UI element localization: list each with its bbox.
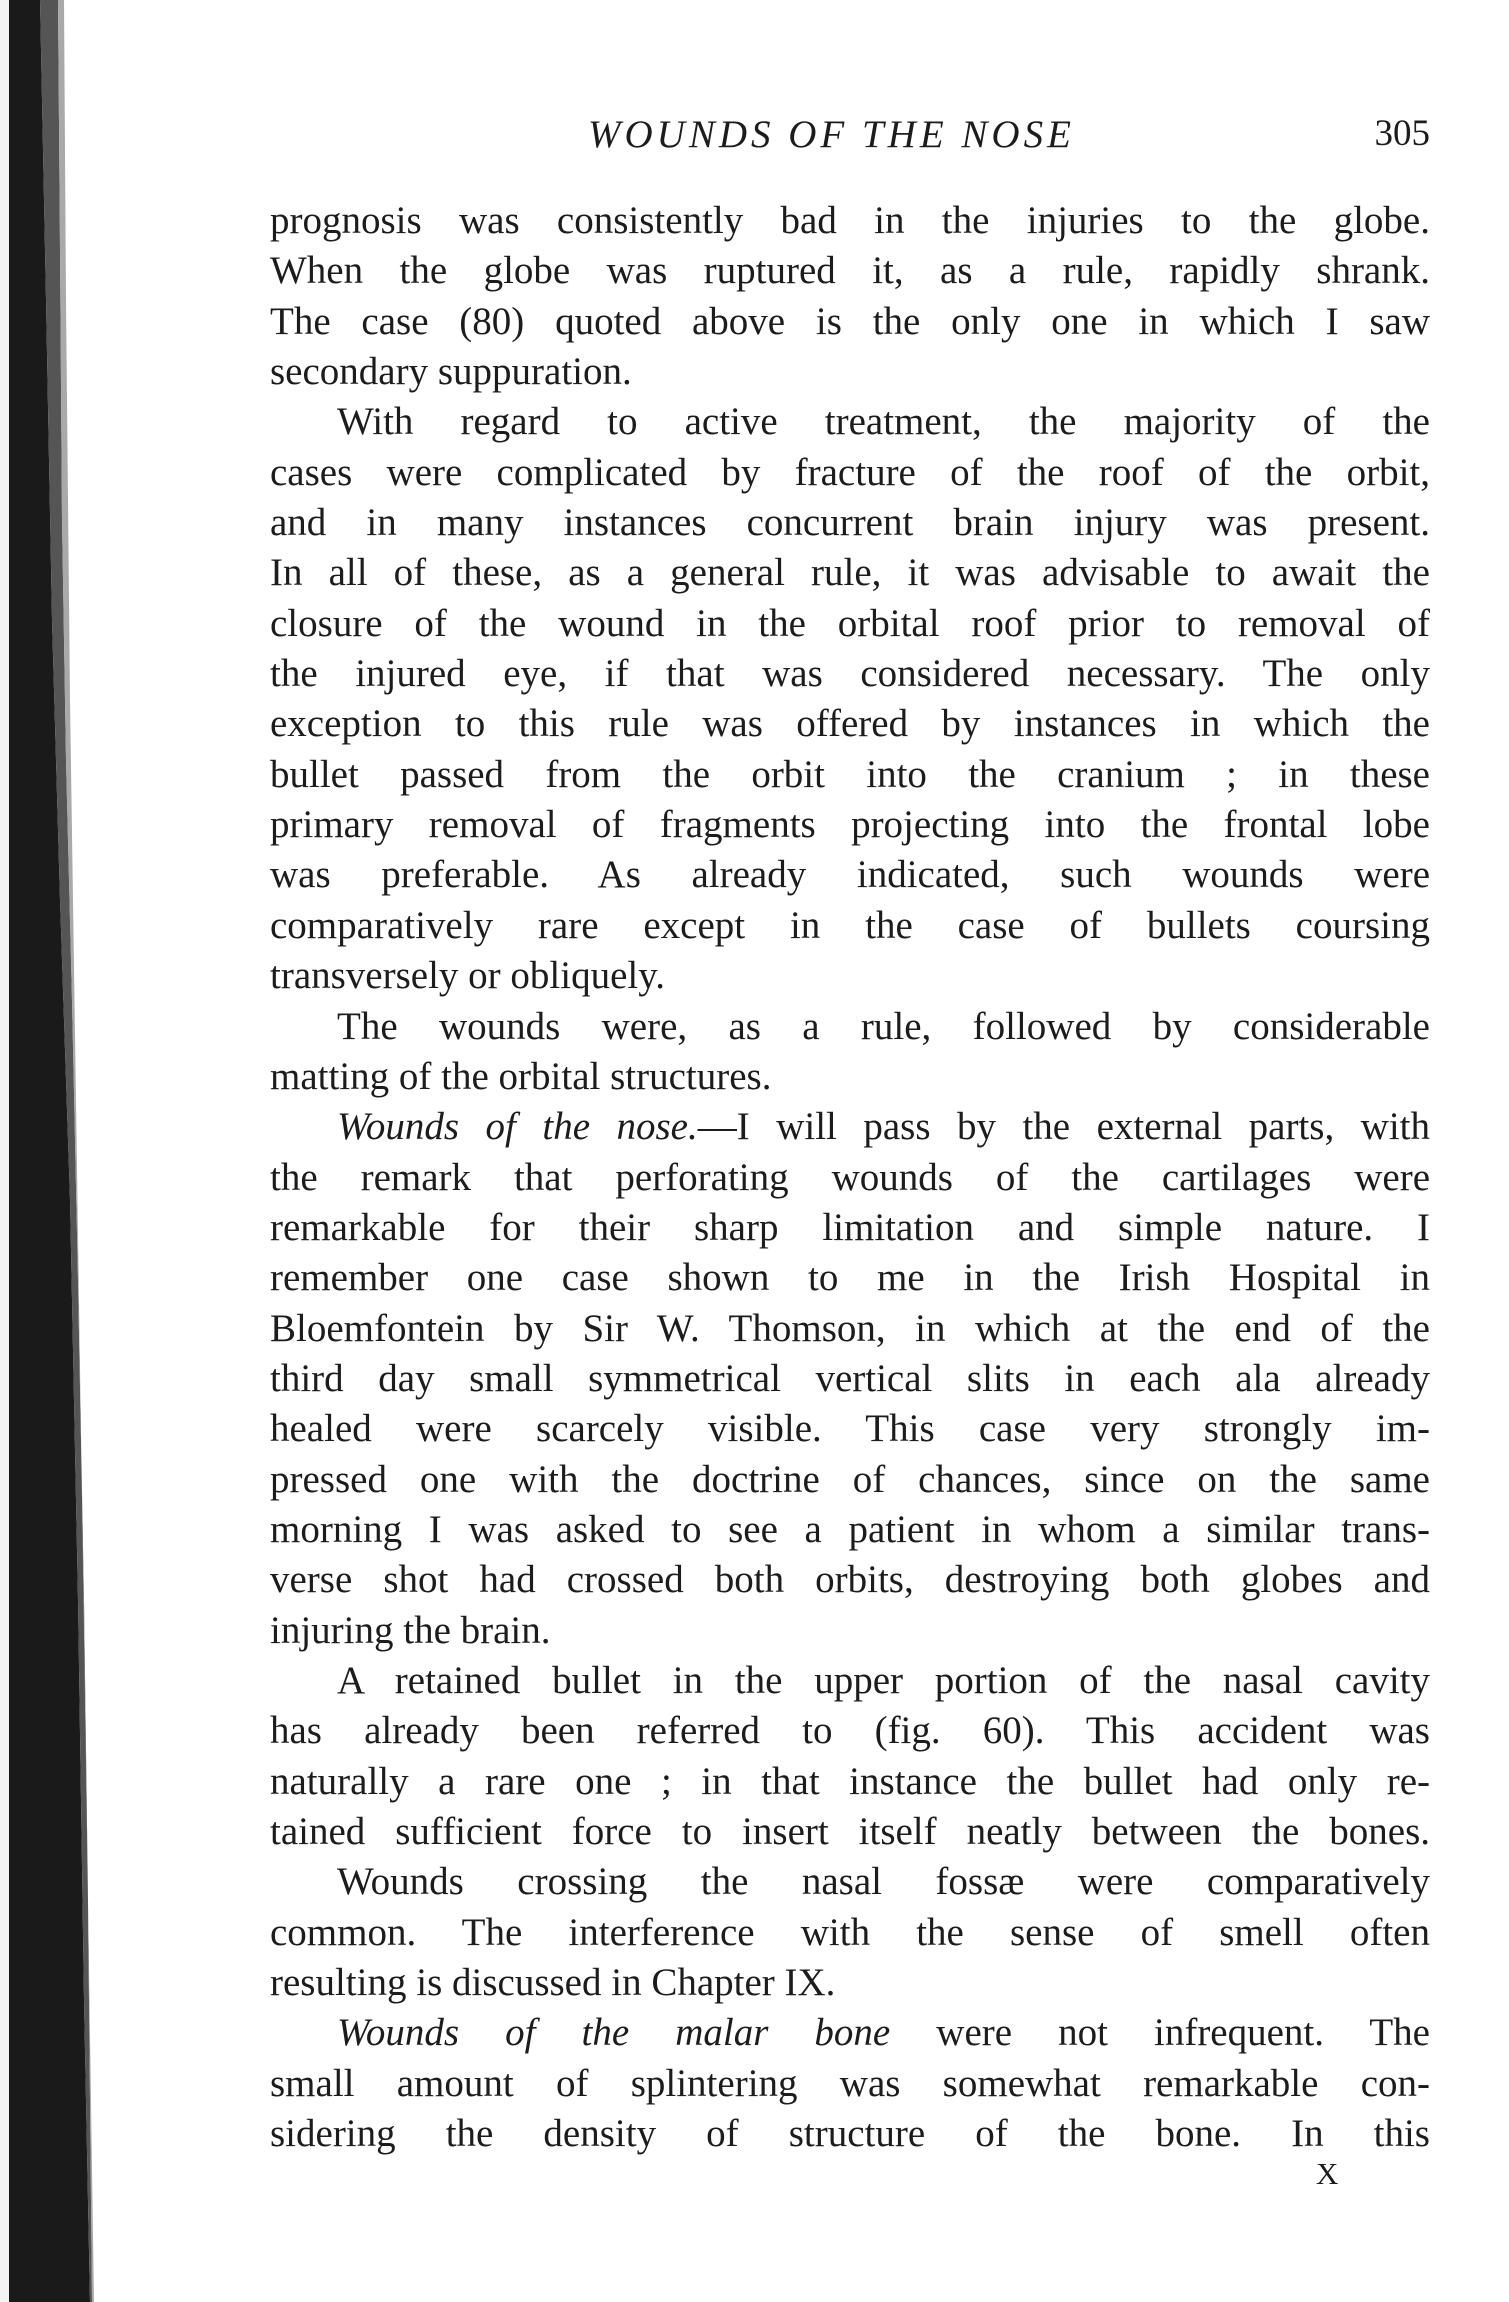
line-text: —I will pass by the external parts, with [697, 1105, 1431, 1149]
line-text: The case (80) quoted above is the only one in which I saw [270, 299, 1430, 343]
section-lead: Wounds of the nose. [337, 1105, 698, 1149]
line-text: When the globe was ruptured it, as a rule, rapidly shrank. [270, 249, 1430, 293]
body-text [270, 196, 1430, 2159]
text-line [270, 1153, 1430, 1203]
line-text: cases were complicated by fracture of the roof of the orbit, [270, 450, 1430, 494]
text-line [270, 901, 1430, 951]
line-text: has already been referred to (fig. 60). This accident was [270, 1709, 1430, 1753]
text-line [270, 498, 1430, 548]
text-line [270, 1757, 1430, 1807]
line-text: A retained bullet in the upper portion of the nasal cavity [337, 1658, 1430, 1702]
text-line [270, 800, 1430, 850]
text-line [270, 1002, 1430, 1052]
text-line [270, 2008, 1430, 2058]
text-line [270, 1505, 1430, 1555]
line-text: injuring the brain. [270, 1608, 551, 1652]
line-text: pressed one with the doctrine of chances, since on the same [270, 1457, 1430, 1501]
text-line [270, 1304, 1430, 1354]
line-text: small amount of splintering was somewhat remarkable con- [270, 2061, 1430, 2105]
line-text: were not infrequent. The [890, 2011, 1430, 2055]
text-line [270, 951, 1430, 1001]
line-text: healed were scarcely visible. This case very strongly im- [270, 1407, 1430, 1451]
line-text: The wounds were, as a rule, followed by considerable [337, 1004, 1430, 1048]
page-number: 305 [1374, 113, 1430, 154]
signature-mark: X [1316, 2156, 1341, 2191]
line-text: third day small symmetrical vertical slits in each ala already [270, 1356, 1430, 1400]
scanned-page-edge [0, 0, 95, 2302]
text-line [270, 750, 1430, 800]
text-line [270, 196, 1430, 246]
line-text: In all of these, as a general rule, it was advisable to await the [270, 551, 1430, 595]
line-text: verse shot had crossed both orbits, destroying both globes and [270, 1558, 1430, 1602]
line-text: and in many instances concurrent brain injury was present. [270, 501, 1430, 545]
line-text: bullet passed from the orbit into the cranium ; in these [270, 752, 1430, 796]
text-line [270, 1052, 1430, 1102]
line-text: transversely or obliquely. [270, 954, 665, 998]
text-line [270, 548, 1430, 598]
running-title: WOUNDS OF THE NOSE [588, 113, 1075, 156]
line-text: remarkable for their sharp limitation and simple nature. I [270, 1205, 1430, 1249]
text-line [270, 347, 1430, 397]
line-text: With regard to active treatment, the majority of the [337, 400, 1430, 444]
line-text: tained sufficient force to insert itself neatly between the bones. [270, 1810, 1430, 1853]
line-text: exception to this rule was offered by instances in which the [270, 702, 1430, 746]
running-head [270, 112, 1430, 164]
line-text: Bloemfontein by Sir W. Thomson, in which at the end of the [270, 1306, 1430, 1350]
line-text: the injured eye, if that was considered necessary. The only [270, 652, 1430, 696]
line-text: secondary suppuration. [270, 350, 632, 394]
text-line [270, 2109, 1430, 2159]
text-line [270, 1354, 1430, 1404]
text-line [270, 1555, 1430, 1605]
line-text: resulting is discussed in Chapter IX. [270, 1961, 836, 2005]
line-text: comparatively rare except in the case of bullets coursing [270, 903, 1430, 947]
text-line [270, 1807, 1430, 1857]
text-line [270, 850, 1430, 900]
text-line [270, 649, 1430, 699]
text-line [270, 1102, 1430, 1152]
text-line [270, 1857, 1430, 1907]
text-line [270, 699, 1430, 749]
line-text: matting of the orbital structures. [270, 1054, 772, 1098]
text-line [270, 1706, 1430, 1756]
line-text: naturally a rare one ; in that instance the bullet had only re- [270, 1759, 1430, 1803]
line-text: closure of the wound in the orbital roof prior to removal of [270, 601, 1430, 645]
line-text: morning I was asked to see a patient in whom a similar trans- [270, 1507, 1430, 1551]
text-line [270, 1656, 1430, 1706]
text-line [270, 448, 1430, 498]
line-text: primary removal of fragments projecting into the frontal lobe [270, 803, 1430, 847]
section-lead: Wounds of the malar bone [337, 2011, 891, 2055]
line-text: prognosis was consistently bad in the injuries to the globe. [270, 199, 1430, 242]
text-line [270, 297, 1430, 347]
line-text: the remark that perforating wounds of the cartilages were [270, 1155, 1430, 1199]
text-line [270, 1958, 1430, 2008]
line-text: sidering the density of structure of the bone. In this [270, 2112, 1430, 2156]
text-line [270, 599, 1430, 649]
text-line [270, 1455, 1430, 1505]
text-line [270, 2059, 1430, 2109]
text-line [270, 1253, 1430, 1303]
text-line [270, 1606, 1430, 1656]
text-line [270, 1404, 1430, 1454]
line-text: remember one case shown to me in the Irish Hospital in [270, 1256, 1430, 1300]
line-text: common. The interference with the sense of smell often [270, 1910, 1430, 1954]
text-line [270, 1203, 1430, 1253]
text-line [270, 397, 1430, 447]
text-line [270, 1908, 1430, 1958]
line-text: Wounds crossing the nasal fossæ were comparatively [337, 1860, 1430, 1904]
text-line [270, 246, 1430, 296]
line-text: was preferable. As already indicated, such wounds were [270, 853, 1430, 897]
